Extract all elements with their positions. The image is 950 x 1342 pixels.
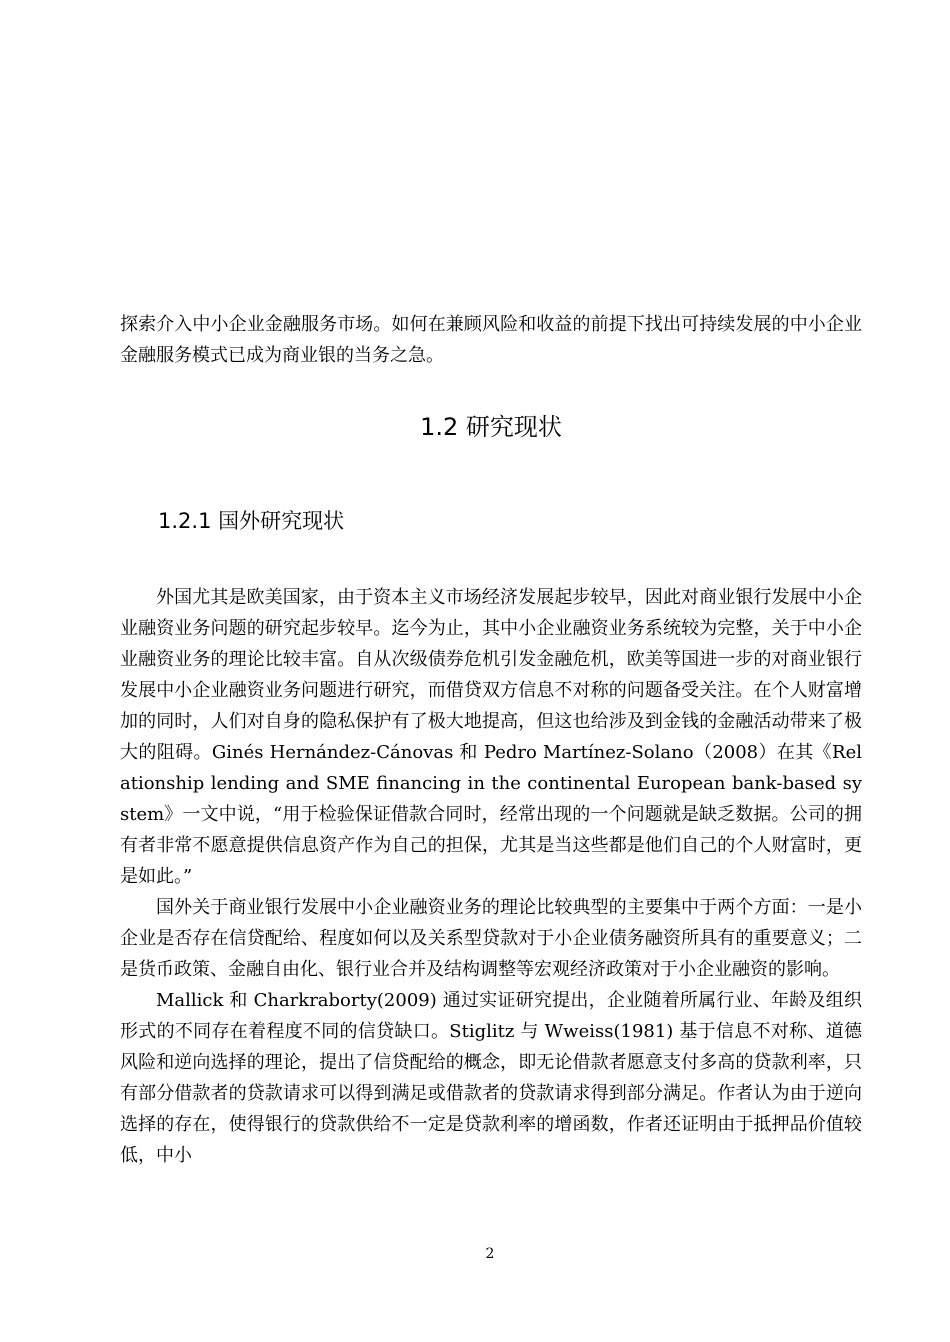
- body-paragraph-1: 外国尤其是欧美国家，由于资本主义市场经济发展起步较早，因此对商业银行发展中小企业融资业务问题的研究起步较早。迄今为止，其中小企业融资业务系统较为完整，关于中小企业融资业务的理论比较丰富。自从次级债券危机引发金融危机，欧美等国进一步的对商业银行发展中小企业融资业务问题进行研究，而借贷双方信息不对称的问题备受关注。在个人财富增加的同时，人们对自身的隐私保护有了极大地提高，但这也给涉及到金钱的金融活动带来了极大的阻碍。Ginés Hernández-Cánovas 和 Pedro Martínez-Solano（2008）在其《Relationship lending and SME financing in the continental European bank-based system》一文中说，“用于检验保证借款合同时，经常出现的一个问题就是缺乏数据。公司的拥有者非常不愿意提供信息资产作为自己的担保，尤其是当这些都是他们自己的个人财富时，更是如此。”: [120, 587, 862, 887]
- subsection-heading: 1.2.1 国外研究现状: [158, 509, 345, 533]
- intro-paragraph: 探索介入中小企业金融服务市场。如何在兼顾风险和收益的前提下找出可持续发展的中小企业金融服务模式已成为商业银的当务之急。: [120, 314, 862, 366]
- body-text: [120, 582, 862, 1171]
- body-paragraph-3: Mallick 和 Charkraborty(2009) 通过实证研究提出，企业随着所属行业、年龄及组织形式的不同存在着程度不同的信贷缺口。Stiglitz 与 Wweiss(1981) 基于信息不对称、道德风险和逆向选择的理论，提出了信贷配给的概念，即无论借款者愿意支付多高的贷款利率，只有部分借款者的贷款请求可以得到满足或借款者的贷款请求得到部分满足。作者认为由于逆向选择的存在，使得银行的贷款供给不一定是贷款利率的增函数，作者还证明由于抵押品价值较低，中小: [120, 990, 862, 1166]
- section-heading: 1.2 研究现状: [420, 413, 562, 441]
- page-number: 2: [485, 1246, 495, 1262]
- body-paragraph-2: 国外关于商业银行发展中小企业融资业务的理论比较典型的主要集中于两个方面：一是小企业是否存在信贷配给、程度如何以及关系型贷款对于小企业债务融资所具有的重要意义；二是货币政策、金融自由化、银行业合并及结构调整等宏观经济政策对于小企业融资的影响。: [120, 897, 862, 980]
